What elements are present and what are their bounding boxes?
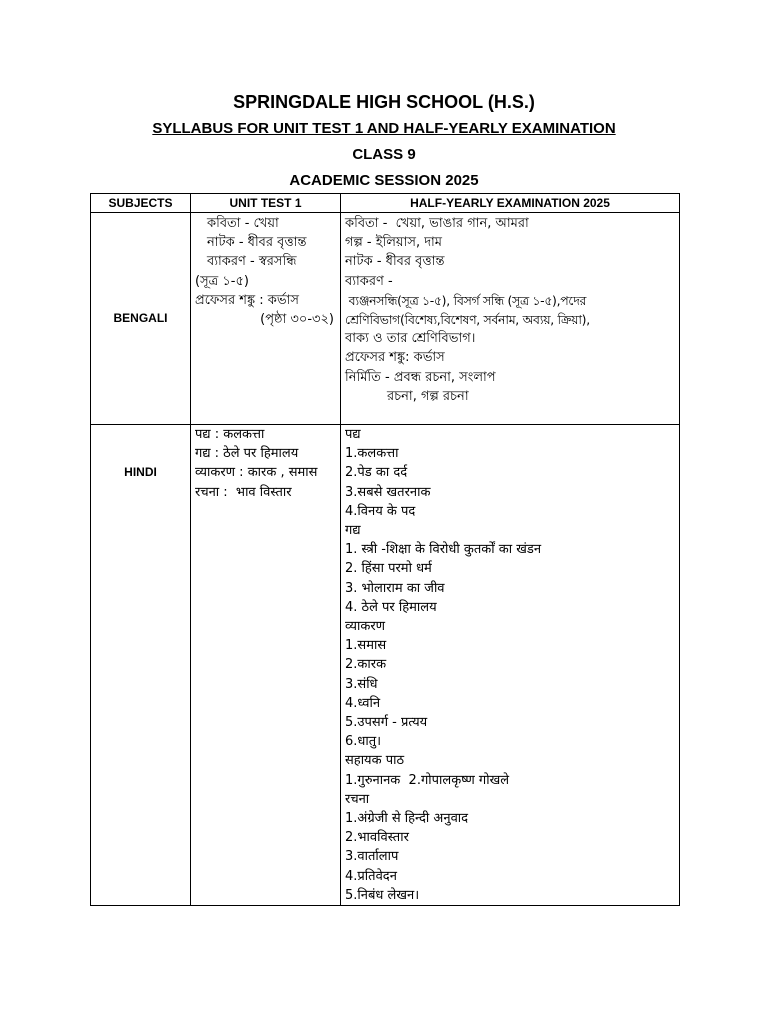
hindi-hy-line: 2.कारक: [345, 657, 387, 673]
hindi-hy-line: 1.गुरुनानक 2.गोपालकृष्ण गोखले: [345, 772, 510, 788]
hindi-hy-line: 2.पेड का दर्द: [345, 465, 408, 481]
bengali-hy-line: গল্প - ইলিয়াস, দাম: [345, 235, 443, 251]
hindi-hy-line: 2. हिंसा परमो धर्म: [345, 561, 432, 577]
table-row-bengali: [91, 213, 680, 425]
school-name: SPRINGDALE HIGH SCHOOL (H.S.): [233, 92, 535, 112]
hindi-hy-line: सहायक पाठ: [345, 753, 405, 769]
hindi-hy-line: गद्य: [345, 523, 361, 539]
column-header-subjects: SUBJECTS: [91, 194, 191, 213]
bengali-ut-line: (পৃষ্ঠা ৩০-৩২): [260, 312, 334, 328]
hindi-hy-line: 3.वार्तालाप: [345, 849, 399, 865]
hindi-hy-line: 1.कलकत्ता: [345, 446, 399, 462]
hindi-unit-test-cell: [191, 425, 341, 906]
session-label: ACADEMIC SESSION 2025: [289, 172, 479, 189]
bengali-ut-line: প্রফেসর শঙ্কু : কর্ভাস: [195, 292, 299, 308]
bengali-half-yearly-cell: [341, 213, 680, 425]
bengali-ut-line: ব্যাকরণ - স্বরসন্ধি: [207, 254, 297, 270]
syllabus-table: [90, 193, 680, 906]
hindi-hy-line: 1.समास: [345, 638, 387, 654]
hindi-hy-line: 3.संधि: [345, 676, 378, 692]
bengali-ut-line: নাটক - ধীবর বৃত্তান্ত: [207, 235, 307, 251]
hindi-ut-line: रचना : भाव विस्तार: [195, 484, 292, 500]
hindi-hy-line: रचना: [345, 791, 370, 807]
bengali-unit-test-cell: [191, 213, 341, 425]
hindi-hy-line: 4.ध्वनि: [345, 695, 381, 711]
subject-hindi: HINDI: [91, 425, 191, 906]
hindi-hy-line: 4. ठेले पर हिमालय: [345, 599, 437, 615]
hindi-half-yearly-cell: [341, 425, 680, 906]
class-label: CLASS 9: [352, 146, 416, 163]
hindi-ut-line: व्याकरण : कारक , समास: [195, 465, 318, 481]
hindi-hy-line: पद्य: [345, 427, 361, 442]
table-row-hindi: [91, 425, 680, 906]
bengali-ut-line: কবিতা - খেয়া: [207, 216, 279, 231]
hindi-hy-line: 4.प्रतिवेदन: [345, 868, 397, 884]
subject-bengali: BENGALI: [91, 213, 191, 425]
bengali-hy-line: শ্রেণিবিভাগ(বিশেষ্য,বিশেষণ, সর্বনাম, অব্যয়, ক্রিয়া),: [345, 312, 590, 328]
hindi-hy-line: 3. भोलाराम का जीव: [345, 580, 445, 596]
hindi-hy-line: 3.सबसे खतरनाक: [345, 484, 431, 500]
hindi-hy-line: 2.भावविस्तार: [345, 830, 409, 846]
syllabus-title: SYLLABUS FOR UNIT TEST 1 AND HALF-YEARLY EXAMINATION: [152, 120, 616, 137]
hindi-ut-line: पद्य : कलकत्ता: [195, 427, 265, 442]
hindi-hy-line: व्याकरण: [345, 619, 386, 635]
hindi-hy-line: 5.उपसर्ग - प्रत्यय: [345, 715, 428, 731]
column-header-half-yearly: HALF-YEARLY EXAMINATION 2025: [341, 194, 680, 213]
bengali-hy-line: বাক্য ও তার শ্রেণিবিভাগ।: [345, 331, 476, 347]
hindi-hy-line: 4.विनय के पद: [345, 503, 416, 519]
bengali-hy-line: কবিতা - খেয়া, ভাঙার গান, আমরা: [345, 216, 529, 231]
hindi-hy-line: 1. स्त्री -शिक्षा के विरोधी कुतर्कों का खंडन: [345, 542, 542, 558]
hindi-hy-line: 6.धातु।: [345, 734, 382, 750]
hindi-ut-line: गद्य : ठेले पर हिमालय: [195, 446, 299, 462]
bengali-ut-line: (সূত্র ১-৫): [195, 273, 249, 289]
bengali-hy-line: নির্মিতি - প্রবন্ধ রচনা, সংলাপ: [345, 369, 496, 385]
column-header-unit-test: UNIT TEST 1: [191, 194, 341, 213]
bengali-hy-line: ব্যাকরণ -: [345, 273, 393, 289]
bengali-hy-line: প্রফেসর শঙ্কু: কর্ভাস: [345, 350, 445, 366]
bengali-hy-line: রচনা, গল্প রচনা: [387, 388, 469, 404]
hindi-hy-line: 5.निबंध लेखन।: [345, 887, 420, 903]
bengali-hy-line: নাটক - ধীবর বৃত্তান্ত: [345, 254, 445, 270]
table-header-row: [91, 194, 680, 213]
hindi-hy-line: 1.अंग्रेजी से हिन्दी अनुवाद: [345, 811, 469, 827]
bengali-hy-line: ব্যঞ্জনসন্ধি(সূত্র ১-৫), বিসর্গ সন্ধি (সূত্র ১-৫),পদের: [345, 292, 587, 308]
